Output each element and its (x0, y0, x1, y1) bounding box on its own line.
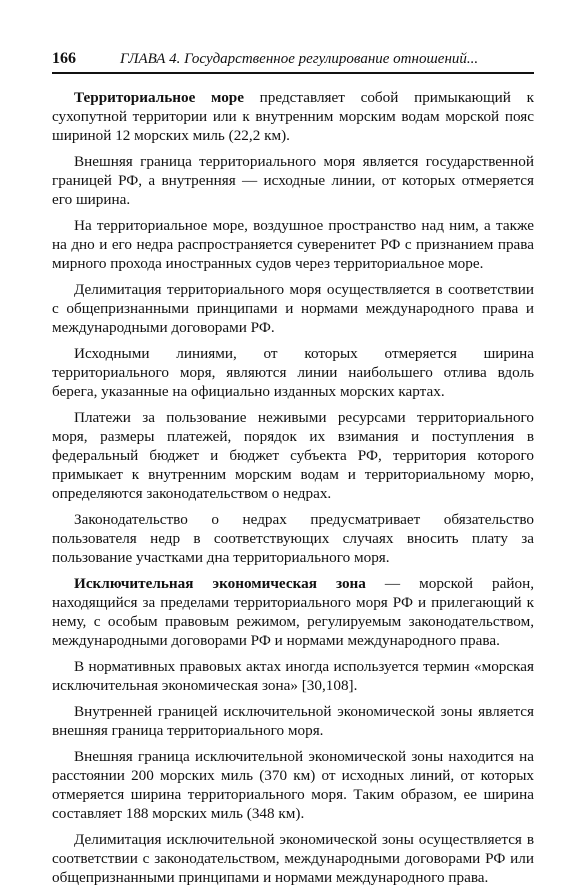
paragraph-text: В нормативных правовых актах иногда используется термин «морская исключительная экономическая зона» [30,108]. (52, 658, 534, 694)
paragraph (52, 216, 534, 273)
paragraph-text: Исходными линиями, от которых отмеряется ширина территориального моря, являются линии наибольшего отлива вдоль берега, указанные на официально изданных морских картах. (52, 345, 534, 400)
paragraph (52, 830, 534, 887)
paragraph (52, 344, 534, 401)
paragraph-text: Делимитация территориального моря осуществляется в соответствии с общепризнанными принципами и нормами международного права и международными договорами РФ. (52, 281, 534, 336)
paragraph-text: Платежи за пользование неживыми ресурсами территориального моря, размеры платежей, порядок их взимания и поступления в федеральный бюджет и бюджет субъекта РФ, территория которого примыкает к внутренним морским водам и территориальному морю, определяются законодательством о недрах. (52, 409, 534, 502)
paragraph (52, 657, 534, 695)
paragraph (52, 280, 534, 337)
paragraph (52, 408, 534, 503)
paragraph-text: Законодательство о недрах предусматривает обязательство пользователя недр в соответствующих случаях вносить плату за пользование участками дна территориального моря. (52, 511, 534, 566)
page-header (52, 50, 534, 74)
paragraph-text: Внешняя граница исключительной экономической зоны находится на расстоянии 200 морских миль (370 км) от исходных линий, от которых отмеряется ширина территориального моря. Таким образом, ее ширина составляет 188 морских миль (348 км). (52, 748, 534, 822)
paragraph-text: Внутренней границей исключительной экономической зоны является внешняя граница территориального моря. (52, 703, 534, 739)
paragraph (52, 510, 534, 567)
paragraph (52, 88, 534, 145)
paragraph (52, 702, 534, 740)
body-text (52, 88, 534, 894)
paragraph-text: Делимитация исключительной экономической зоны осуществляется в соответствии с законодательством, международными договорами РФ или общепризнанными принципами и нормами международного права. (52, 831, 534, 886)
defined-term: Исключительная экономическая зона (74, 575, 366, 592)
paragraph (52, 152, 534, 209)
paragraph (52, 574, 534, 650)
paragraph-text: Внешняя граница территориального моря является государственной границей РФ, а внутренняя — исходные линии, от которых отмеряется его ширина. (52, 153, 534, 208)
page-number: 166 (52, 50, 76, 67)
paragraph-text: На территориальное море, воздушное пространство над ним, а также на дно и его недра распространяется суверенитет РФ с признанием права мирного прохода иностранных судов через территориальное море. (52, 217, 534, 272)
defined-term: Территориальное море (74, 89, 244, 106)
paragraph (52, 747, 534, 823)
paragraph-text: представляет собой примыкающий к сухопутной территории или к внутренним морским водам морской пояс шириной 12 морских миль (22,2 км). (52, 89, 534, 144)
paragraph-text: — морской район, находящийся за пределами территориального моря РФ и прилегающий к нему, с особым правовым режимом, регулируемым законодательством, международными договорами РФ и нормами международного права. (52, 575, 534, 649)
running-title: ГЛАВА 4. Государственное регулирование отношений... (120, 51, 479, 67)
